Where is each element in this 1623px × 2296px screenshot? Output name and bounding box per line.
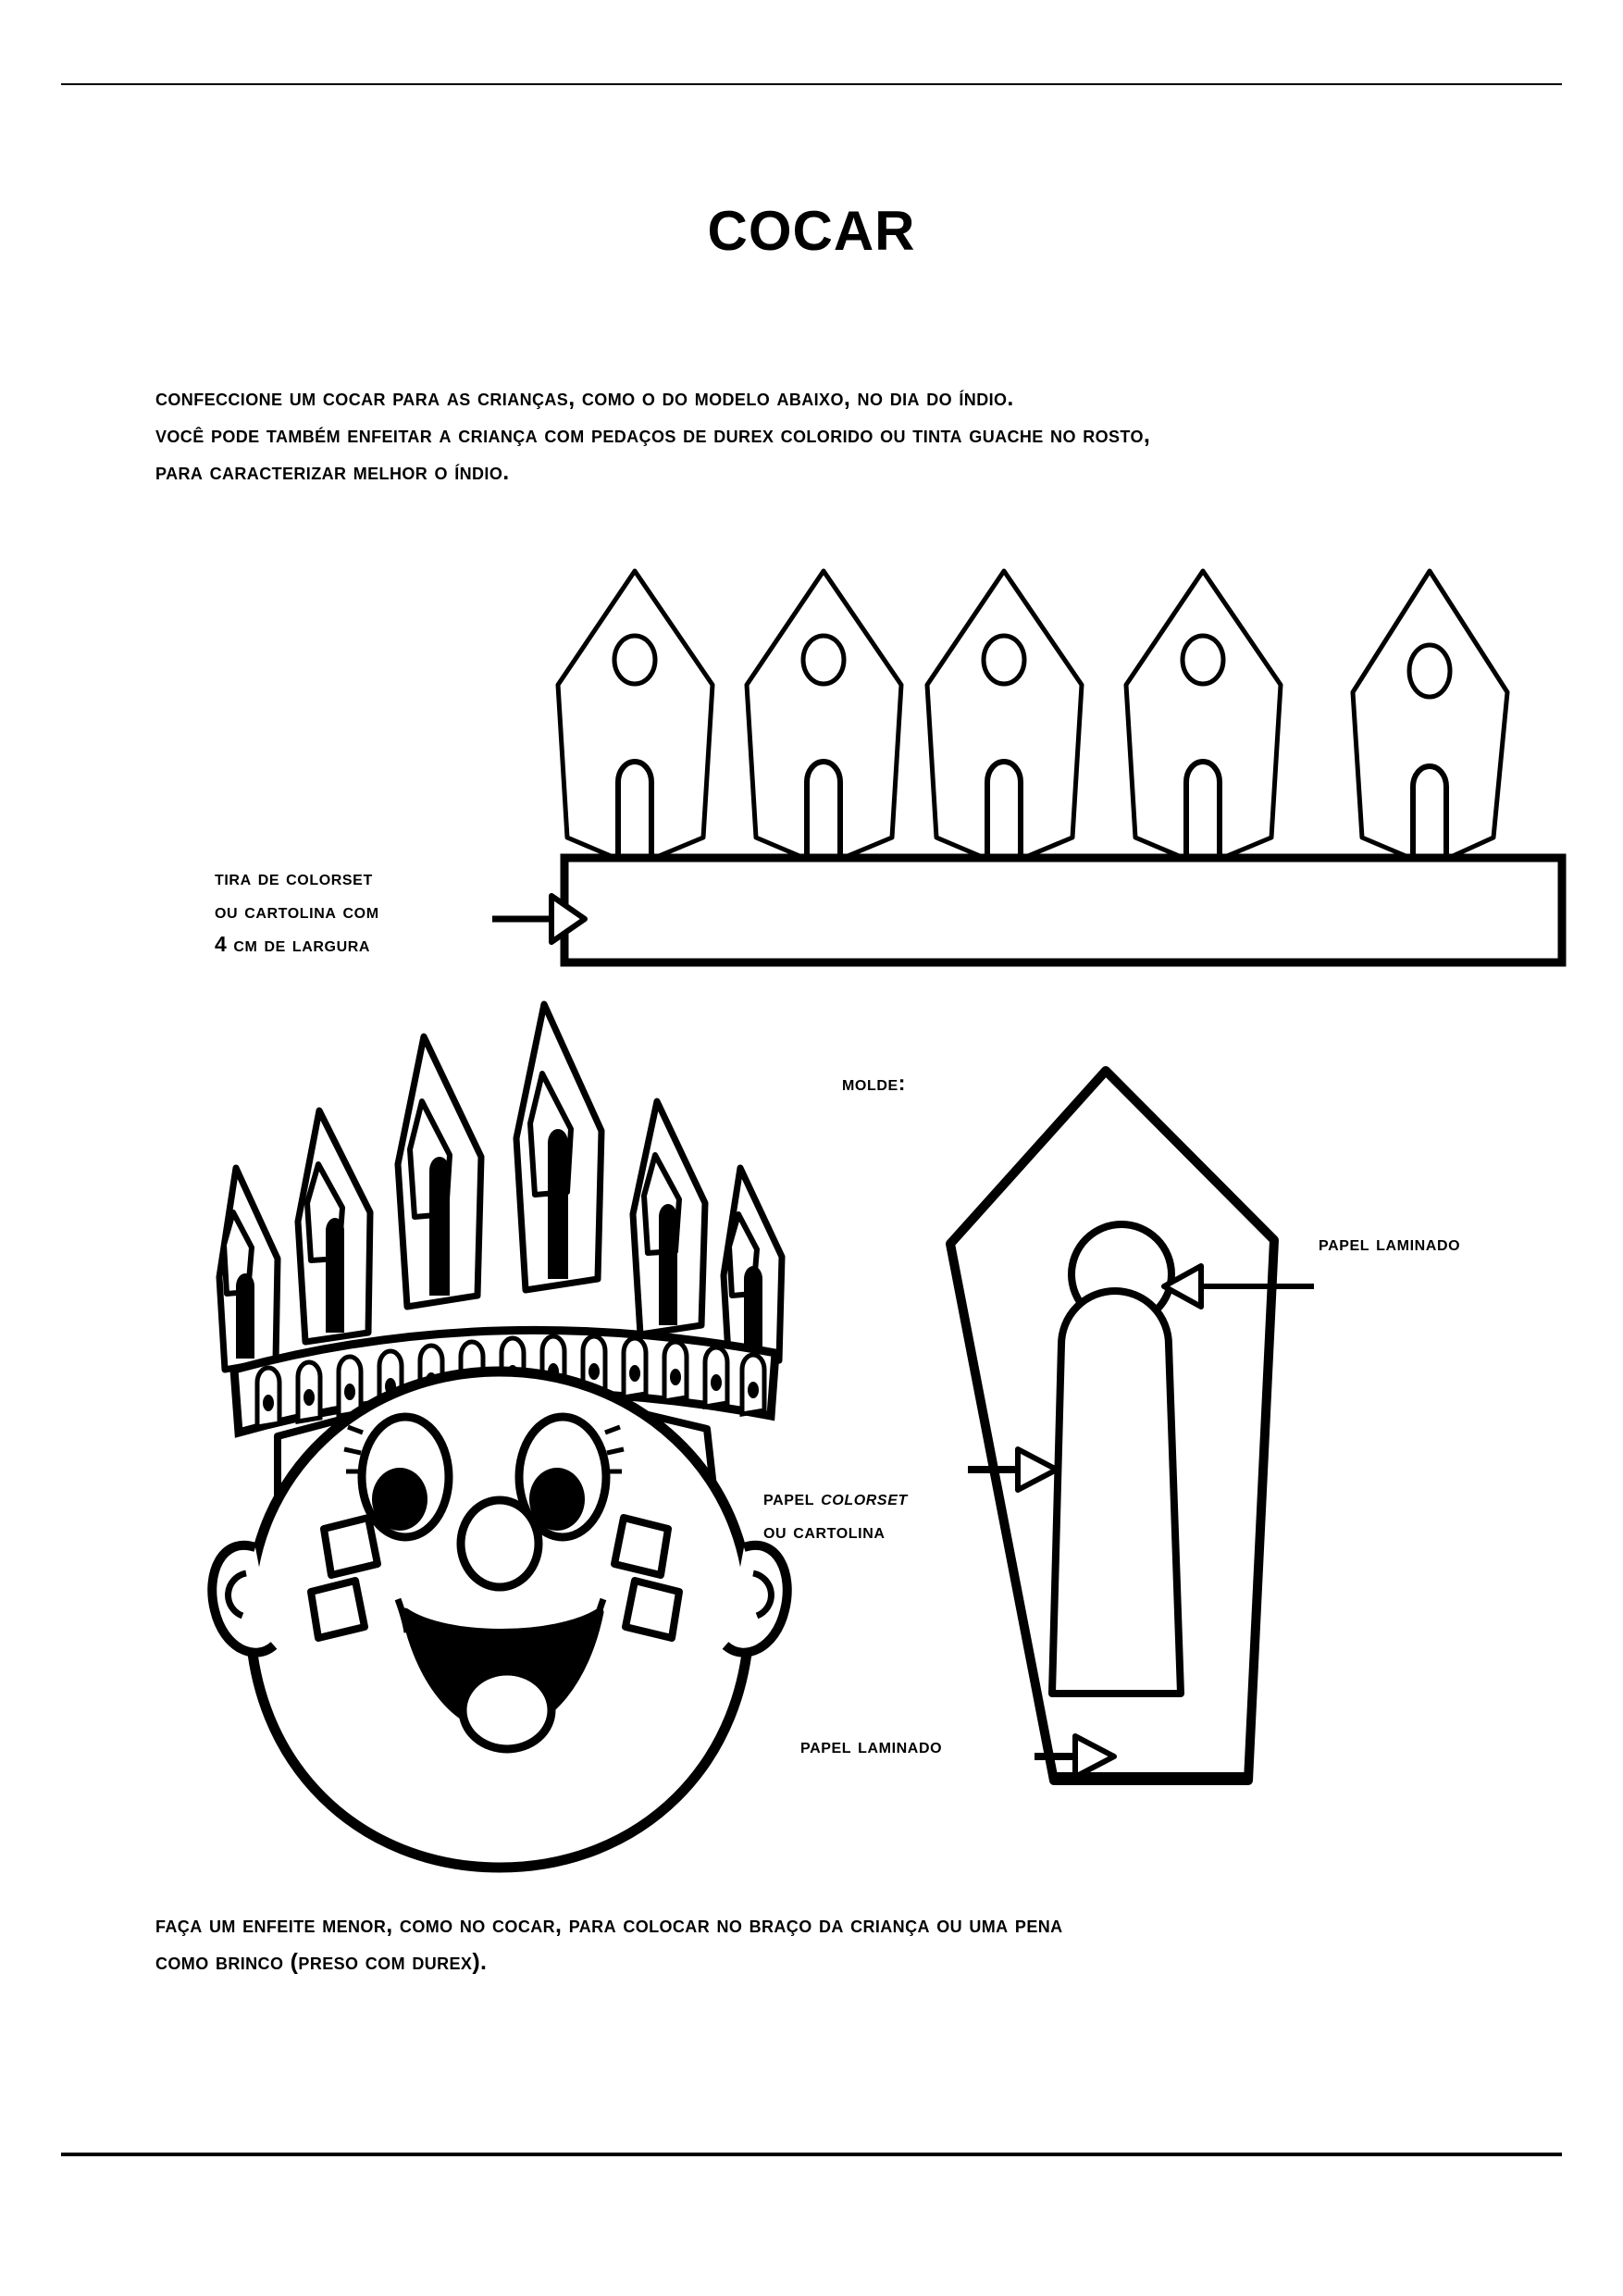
cocar-plumes: [219, 1004, 782, 1370]
intro-line-2: você pode também enfeitar a criança com pedaços de durex colorido ou tinta guache no rosto,: [155, 422, 1151, 448]
page-title: COCAR: [707, 200, 916, 263]
right-ear-inner: [753, 1573, 771, 1616]
paper-strip-band: [564, 858, 1562, 962]
cocar-plume-slits: [236, 1129, 762, 1359]
right-ear: [725, 1545, 787, 1653]
outro-line-2: como brinco (preso com durex).: [155, 1949, 488, 1975]
colorset-emphasis: colorset: [821, 1485, 908, 1509]
figure-child-with-cocar: [212, 1004, 787, 1868]
feather-5: [1353, 571, 1507, 861]
face-outline: [250, 1371, 750, 1868]
header-rule: [61, 83, 1562, 85]
eyelashes: [344, 1427, 624, 1471]
laminate-bottom-arrow: [1035, 1736, 1114, 1777]
outro-paragraph: [155, 1906, 1432, 1980]
intro-line-1: confeccione um cocar para as crianças, como o do modelo abaixo, no dia do índio.: [155, 385, 1014, 411]
mouth: [405, 1612, 600, 1729]
colorset-callout-label: [763, 1481, 908, 1547]
mold-heading-label: molde:: [842, 1071, 907, 1095]
feather-4: [1126, 571, 1281, 861]
mold-hole: [1072, 1224, 1171, 1324]
intro-paragraph: [155, 379, 1479, 490]
colorset-prefix: papel: [763, 1485, 822, 1509]
mold-tongue: [1052, 1291, 1181, 1694]
figure-headband-with-feathers: [558, 571, 1562, 962]
strip-callout-line-3: 4 cm de largura: [215, 932, 371, 956]
nose: [461, 1500, 539, 1587]
laminate-top-label: papel laminado: [1319, 1231, 1461, 1255]
outro-line-1: faça um enfeite menor, como no cocar, para colocar no braço da criança ou uma pena: [155, 1912, 1063, 1938]
left-eye: [362, 1417, 449, 1537]
colorset-callout-line-1: [763, 1481, 908, 1514]
headband-motif-dots: [263, 1363, 759, 1411]
figure-mold-template: [950, 1071, 1274, 1781]
feather-1: [558, 571, 712, 861]
colorset-arrow: [968, 1449, 1057, 1490]
headband-motifs: [257, 1336, 764, 1427]
laminate-top-arrow: [1164, 1266, 1314, 1307]
feather-3: [927, 571, 1082, 861]
right-eye: [519, 1417, 606, 1537]
smile-creases: [398, 1599, 603, 1632]
face-paint-marks: [311, 1518, 679, 1638]
strip-callout-label: [215, 861, 379, 961]
mold-outline: [950, 1071, 1274, 1781]
strip-callout-arrow: [492, 896, 585, 942]
hair-tufts: [278, 1403, 714, 1499]
colorset-callout-line-2: ou cartolina: [763, 1519, 886, 1543]
right-pupil: [529, 1468, 585, 1531]
strip-callout-line-2: ou cartolina com: [215, 899, 379, 923]
laminate-bottom-label: papel laminado: [800, 1733, 943, 1757]
left-ear: [212, 1545, 274, 1653]
strip-callout-line-1: tira de colorset: [215, 865, 373, 889]
cocar-headband: [234, 1330, 775, 1433]
feather-2: [747, 571, 901, 861]
tongue: [463, 1671, 551, 1749]
left-pupil: [372, 1468, 427, 1531]
intro-line-3: para caracterizar melhor o índio.: [155, 459, 510, 485]
footer-rule: [61, 2153, 1562, 2156]
left-ear-inner: [229, 1573, 246, 1616]
